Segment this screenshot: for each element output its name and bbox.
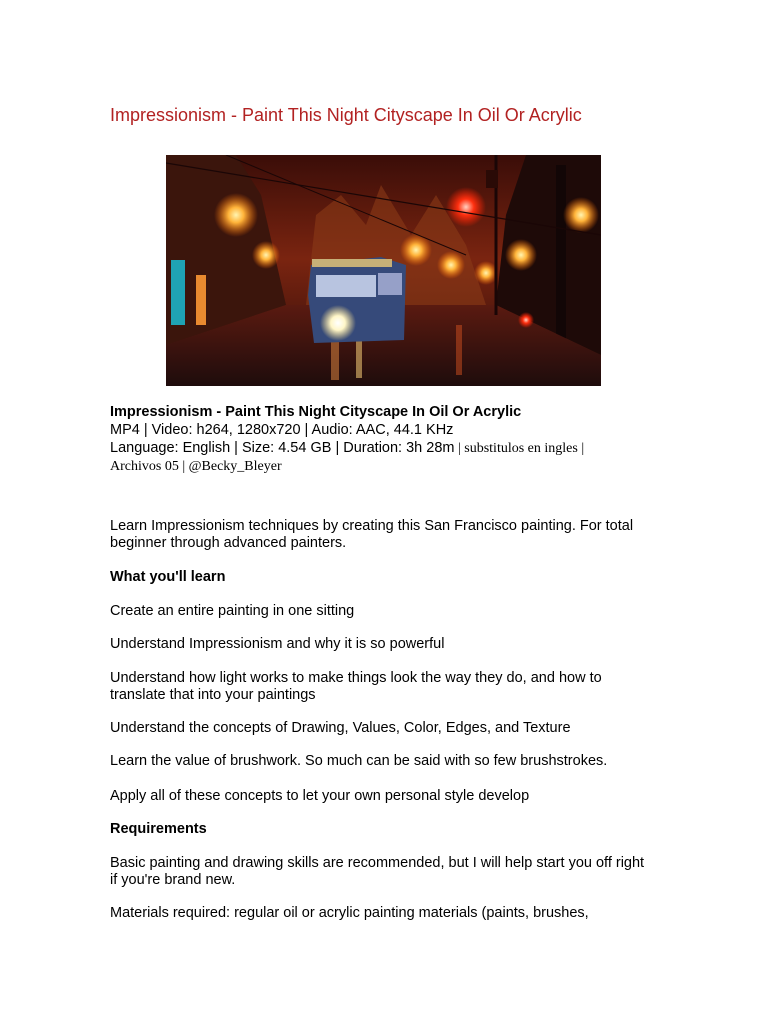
learn-item: Create an entire painting in one sitting [110, 603, 355, 619]
cityscape-painting-image [166, 155, 601, 386]
metadata-language-line [110, 439, 655, 458]
intro-paragraph: Learn Impressionism techniques by creating this San Francisco painting. For total beginner through advanced painters. [110, 518, 634, 551]
learn-item: Understand how light works to make things look the way they do, and how to translate that into your paintings [110, 670, 602, 703]
metadata-format-line: MP4 | Video: h264, 1280x720 | Audio: AAC, 44.1 KHz [110, 422, 454, 438]
metadata-language-text: Language: English | Size: 4.54 GB | Duration: 3h 28m [110, 440, 455, 456]
requirement-item: Materials required: regular oil or acrylic painting materials (paints, brushes, [110, 905, 589, 921]
metadata-subtitles-text: | substitulos en ingles | [454, 441, 585, 456]
learn-item: Learn the value of brushwork. So much can be said with so few brushstrokes. [110, 753, 608, 769]
metadata-heading: Impressionism - Paint This Night Cityscape In Oil Or Acrylic [110, 404, 522, 420]
learn-item: Understand the concepts of Drawing, Values, Color, Edges, and Texture [110, 720, 571, 736]
requirements-heading: Requirements [110, 821, 207, 837]
metadata-archive-line: Archivos 05 | @Becky_Bleyer [110, 459, 282, 474]
learn-heading: What you'll learn [110, 569, 226, 585]
learn-item: Understand Impressionism and why it is so powerful [110, 636, 445, 652]
document-title: Impressionism - Paint This Night Cityscape In Oil Or Acrylic [110, 105, 582, 125]
metadata-block [110, 403, 655, 476]
learn-item: Apply all of these concepts to let your own personal style develop [110, 788, 530, 804]
requirement-item: Basic painting and drawing skills are recommended, but I will help start you off right if you're brand new. [110, 855, 645, 888]
